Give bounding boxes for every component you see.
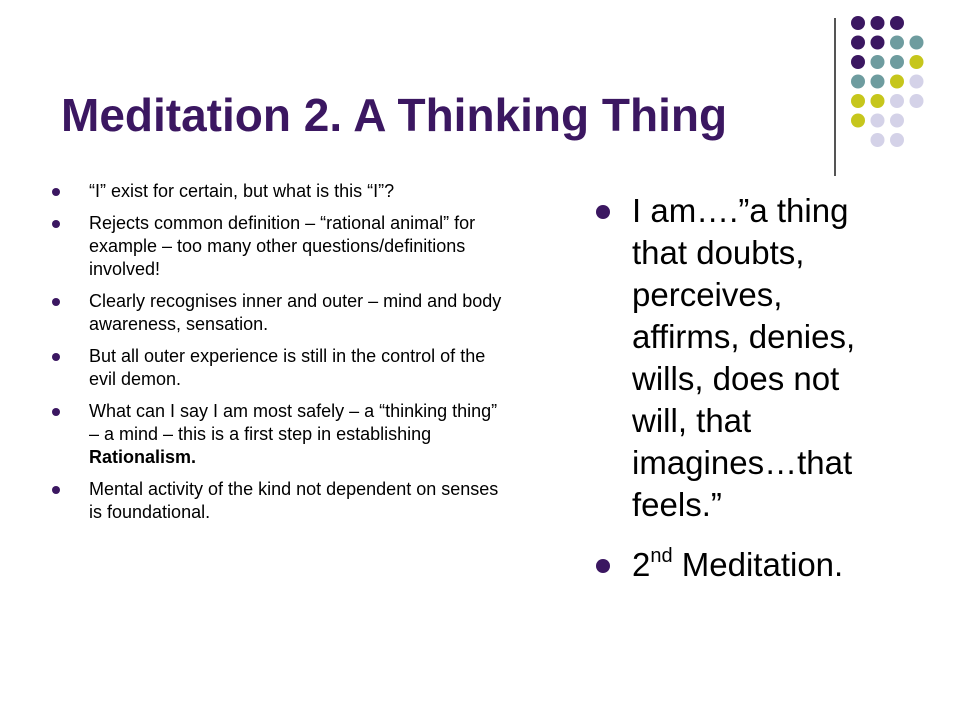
bullet-text: Mental activity of the kind not dependent on senses is foundational. — [89, 479, 499, 522]
bullet-dot — [596, 205, 610, 219]
decorative-dot — [890, 133, 904, 147]
bullet-dot — [52, 188, 60, 196]
bullet-bold-term: Rationalism. — [89, 447, 197, 467]
decorative-dot — [890, 114, 904, 128]
left-bullet-item — [52, 478, 512, 524]
bullet-dot — [52, 486, 60, 494]
decorative-dot — [851, 114, 865, 128]
decorative-dot — [851, 16, 865, 30]
left-bullet-item — [52, 180, 512, 203]
bullet-dot — [52, 220, 60, 228]
left-bullet-list — [52, 180, 512, 533]
decorative-dot — [910, 55, 924, 69]
bullet-dot — [52, 298, 60, 306]
left-bullet-item — [52, 212, 512, 281]
decorative-dot — [910, 36, 924, 50]
decorative-dot — [851, 94, 865, 108]
decorative-dot — [871, 75, 885, 89]
right-bullet-list — [596, 190, 896, 604]
bullet-text: “I” exist for certain, but what is this “I”? — [89, 181, 395, 201]
slide-title: Meditation 2. A Thinking Thing — [61, 89, 728, 141]
right-bullet-item — [596, 190, 896, 526]
right-bullet-item — [596, 544, 896, 586]
bullet-dot — [52, 408, 60, 416]
quote-text: I am….”a thing that doubts, perceives, affirms, denies, wills, does not will, that imagines…that feels.” — [632, 192, 856, 523]
decorative-dot — [871, 94, 885, 108]
decorative-dot — [890, 94, 904, 108]
bullet-text: Clearly recognises inner and outer – mind and body awareness, sensation. — [89, 291, 502, 334]
ordinal-suffix: nd — [650, 545, 673, 567]
meditation-label: Meditation. — [672, 546, 844, 583]
decorative-dot — [871, 55, 885, 69]
left-bullet-item — [52, 400, 512, 469]
decorative-dot — [851, 36, 865, 50]
decorative-dot — [910, 75, 924, 89]
decorative-dot — [871, 16, 885, 30]
left-bullet-item — [52, 345, 512, 391]
decorative-dot — [851, 75, 865, 89]
decorative-dot-grid — [0, 0, 960, 200]
decorative-dot — [890, 36, 904, 50]
decorative-dot — [910, 94, 924, 108]
decorative-dot — [851, 55, 865, 69]
bullet-dot — [596, 559, 610, 573]
meditation-number: 2 — [632, 546, 651, 583]
bullet-text: Rejects common definition – “rational animal” for example – too many other questions/definitions involved! — [89, 213, 476, 279]
bullet-text: What can I say I am most safely – a “thinking thing” – a mind – this is a first step in establishing — [89, 401, 498, 444]
bullet-dot — [52, 353, 60, 361]
decorative-dot — [871, 114, 885, 128]
decorative-dot — [890, 55, 904, 69]
decorative-dot — [871, 133, 885, 147]
decorative-dot — [890, 75, 904, 89]
left-bullet-item — [52, 290, 512, 336]
decorative-dot — [871, 36, 885, 50]
bullet-text: But all outer experience is still in the control of the evil demon. — [89, 346, 486, 389]
decorative-dot — [890, 16, 904, 30]
